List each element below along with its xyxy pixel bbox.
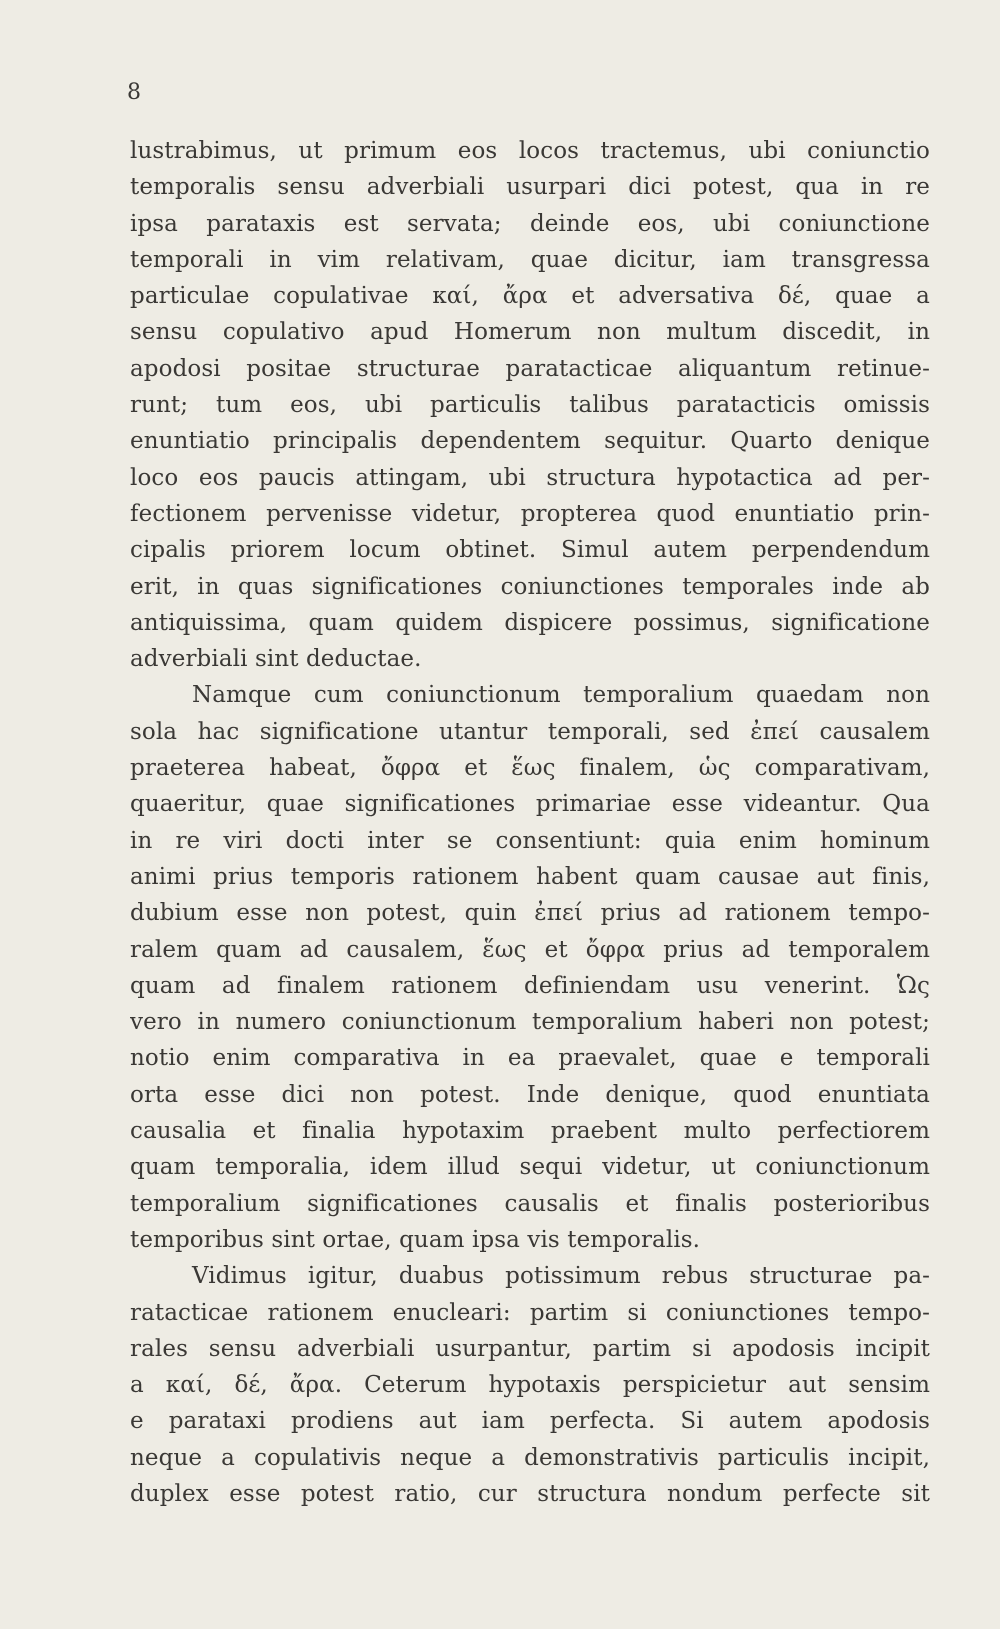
text-line: in re viri docti inter se consentiunt: quia enim hominum: [130, 827, 930, 854]
text-line: duplex esse potest ratio, cur structura nondum perfecte sit: [130, 1480, 930, 1507]
text-line: loco eos paucis attingam, ubi structura hypotactica ad per-: [130, 464, 930, 491]
text-line: adverbiali sint deductae.: [130, 646, 422, 673]
text-line: causalia et finalia hypotaxim praebent multo perfectiorem: [130, 1118, 930, 1145]
text-line: praeterea habeat, ὄφρα et ἕως finalem, ὡς comparativam,: [130, 755, 930, 782]
text-line: erit, in quas significationes coniunctiones temporales inde ab: [130, 573, 930, 600]
text-line: quaeritur, quae significationes primariae esse videantur. Qua: [130, 791, 930, 818]
text-line: Vidimus igitur, duabus potissimum rebus structurae pa-: [192, 1263, 930, 1290]
text-line: temporali in vim relativam, quae dicitur, iam transgressa: [130, 246, 930, 273]
text-line: animi prius temporis rationem habent quam causae aut finis,: [130, 863, 930, 890]
text-line: sola hac significatione utantur temporali, sed ἐπεί causalem: [130, 718, 930, 745]
text-line: neque a copulativis neque a demonstrativis particulis incipit,: [130, 1444, 930, 1471]
text-line: lustrabimus, ut primum eos locos tractemus, ubi coniunctio: [130, 138, 930, 164]
text-line: rales sensu adverbiali usurpantur, partim si apodosis incipit: [130, 1335, 930, 1362]
page-number: 8: [127, 80, 141, 105]
text-line: e parataxi prodiens aut iam perfecta. Si autem apodosis: [130, 1408, 930, 1435]
text-line: ipsa parataxis est servata; deinde eos, ubi coniunctione: [130, 210, 930, 237]
text-line: temporibus sint ortae, quam ipsa vis temporalis.: [130, 1226, 701, 1253]
text-line: notio enim comparativa in ea praevalet, quae e temporali: [130, 1045, 930, 1072]
text-line: apodosi positae structurae paratacticae aliquantum retinue-: [130, 355, 930, 382]
text-line: a καί, δέ, ἄρα. Ceterum hypotaxis perspicietur aut sensim: [130, 1372, 930, 1399]
text-line: sensu copulativo apud Homerum non multum discedit, in: [130, 319, 930, 346]
text-line: quam ad finalem rationem definiendam usu venerint. Ὡς: [130, 972, 930, 999]
text-line: ratacticae rationem enucleari: partim si coniunctiones tempo-: [130, 1299, 930, 1326]
body-text: [130, 133, 930, 1512]
text-line: enuntiatio principalis dependentem sequitur. Quarto denique: [130, 428, 930, 455]
text-line: runt; tum eos, ubi particulis talibus paratacticis omissis: [130, 392, 930, 419]
text-line: vero in numero coniunctionum temporalium haberi non potest;: [130, 1009, 930, 1036]
text-line: ralem quam ad causalem, ἕως et ὄφρα prius ad temporalem: [130, 936, 930, 963]
text-line: dubium esse non potest, quin ἐπεί prius ad rationem tempo-: [130, 900, 930, 927]
text-line: temporalis sensu adverbiali usurpari dici potest, qua in re: [130, 174, 930, 201]
text-line: cipalis priorem locum obtinet. Simul autem perpendendum: [130, 537, 930, 564]
text-line: Namque cum coniunctionum temporalium quaedam non: [192, 682, 930, 709]
text-line: antiquissima, quam quidem dispicere possimus, significatione: [130, 609, 930, 636]
text-line: quam temporalia, idem illud sequi videtur, ut coniunctionum: [130, 1154, 930, 1181]
text-line: orta esse dici non potest. Inde denique, quod enuntiata: [130, 1081, 930, 1108]
text-line: temporalium significationes causalis et finalis posterioribus: [130, 1190, 930, 1217]
text-line: particulae copulativae καί, ἄρα et adversativa δέ, quae a: [130, 283, 930, 310]
text-line: fectionem pervenisse videtur, propterea quod enuntiatio prin-: [130, 500, 930, 527]
